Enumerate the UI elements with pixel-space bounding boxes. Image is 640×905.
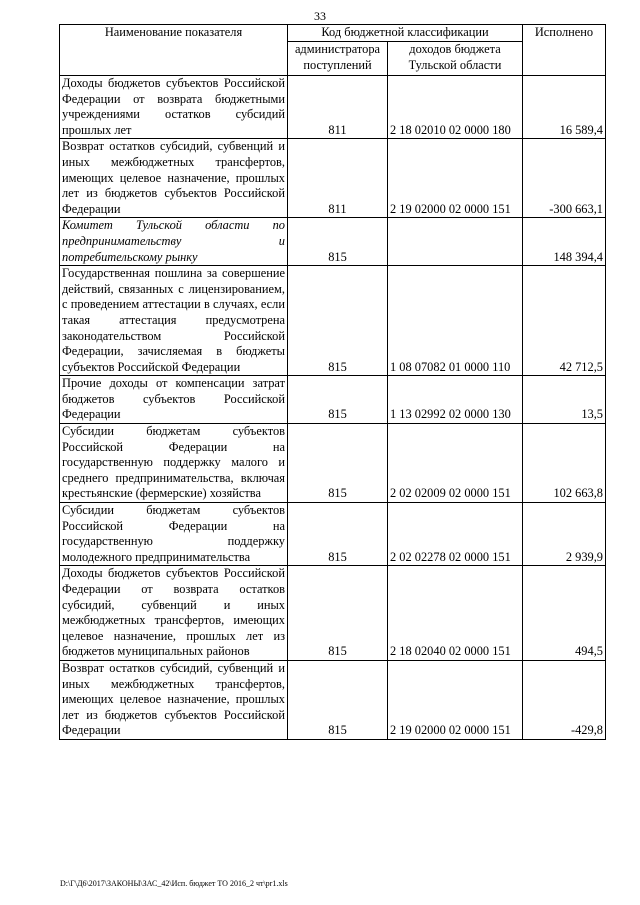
row-admin-code: 815 xyxy=(288,424,388,503)
header-admin: администратора поступлений xyxy=(288,42,388,76)
row-income-code xyxy=(388,218,523,266)
row-admin-code: 815 xyxy=(288,566,388,661)
row-executed: 2 939,9 xyxy=(523,503,606,566)
row-admin-code: 815 xyxy=(288,660,388,739)
row-executed: 102 663,8 xyxy=(523,424,606,503)
row-name: Субсидии бюджетам субъектов Российской Федерации на государственную поддержку малого и среднего предпринимательства, включая крестьянские (фермерские) хозяйства xyxy=(60,424,288,503)
row-executed: 42 712,5 xyxy=(523,266,606,376)
table-row xyxy=(60,266,606,376)
row-name: Доходы бюджетов субъектов Российской Федерации от возврата бюджетными учреждениями остатков субсидий прошлых лет xyxy=(60,76,288,139)
table-row xyxy=(60,139,606,218)
row-income-code: 1 13 02992 02 0000 130 xyxy=(388,376,523,424)
row-admin-code: 811 xyxy=(288,139,388,218)
budget-table xyxy=(59,24,606,740)
row-income-code: 2 02 02278 02 0000 151 xyxy=(388,503,523,566)
row-name: Возврат остатков субсидий, субвенций и иных межбюджетных трансфертов, имеющих целевое назначение, прошлых лет из бюджетов субъектов Российской Федерации xyxy=(60,660,288,739)
row-income-code: 2 19 02000 02 0000 151 xyxy=(388,660,523,739)
row-admin-code: 815 xyxy=(288,218,388,266)
table-row xyxy=(60,76,606,139)
header-name: Наименование показателя xyxy=(60,25,288,76)
row-income-code: 2 02 02009 02 0000 151 xyxy=(388,424,523,503)
row-income-code: 2 18 02010 02 0000 180 xyxy=(388,76,523,139)
row-executed: -429,8 xyxy=(523,660,606,739)
row-admin-code: 815 xyxy=(288,503,388,566)
table-row xyxy=(60,424,606,503)
row-admin-code: 811 xyxy=(288,76,388,139)
page-number: 33 xyxy=(314,9,326,23)
row-executed: 16 589,4 xyxy=(523,76,606,139)
row-name: Возврат остатков субсидий, субвенций и иных межбюджетных трансфертов, имеющих целевое назначение, прошлых лет из бюджетов субъектов Российской Федерации xyxy=(60,139,288,218)
table-row xyxy=(60,218,606,266)
row-name: Комитет Тульской области по предпринимательству и потребительскому рынку xyxy=(60,218,288,266)
header-income: доходов бюджета Тульской области xyxy=(388,42,523,76)
table-row xyxy=(60,503,606,566)
row-name: Доходы бюджетов субъектов Российской Федерации от возврата остатков субсидий, субвенций и иных межбюджетных трансфертов, имеющих целевое назначение, прошлых лет из бюджетов муниципальных районов xyxy=(60,566,288,661)
header-code-group: Код бюджетной классификации xyxy=(288,25,523,42)
table-body xyxy=(60,76,606,740)
row-income-code: 2 18 02040 02 0000 151 xyxy=(388,566,523,661)
table-row xyxy=(60,660,606,739)
row-admin-code: 815 xyxy=(288,376,388,424)
row-executed: 494,5 xyxy=(523,566,606,661)
row-executed: 13,5 xyxy=(523,376,606,424)
row-name: Государственная пошлина за совершение действий, связанных с лицензированием, с проведением аттестации в случаях, если такая аттестация предусмотрена законодательством Российской Федерации, зачисляемая в бюджеты субъектов Российской Федерации xyxy=(60,266,288,376)
row-executed: -300 663,1 xyxy=(523,139,606,218)
row-executed: 148 394,4 xyxy=(523,218,606,266)
table-header xyxy=(60,25,606,76)
row-income-code: 1 08 07082 01 0000 110 xyxy=(388,266,523,376)
row-income-code: 2 19 02000 02 0000 151 xyxy=(388,139,523,218)
file-path-footer: D:\Г\Д6\2017\ЗАКОНЫ\ЗАС_42\Исп. бюджет ТО 2016_2 чт\pr1.xls xyxy=(60,879,288,888)
header-exec: Исполнено xyxy=(523,25,606,76)
row-name: Субсидии бюджетам субъектов Российской Федерации на государственную поддержку молодежного предпринимательства xyxy=(60,503,288,566)
table-row xyxy=(60,566,606,661)
table-row xyxy=(60,376,606,424)
row-name: Прочие доходы от компенсации затрат бюджетов субъектов Российской Федерации xyxy=(60,376,288,424)
row-admin-code: 815 xyxy=(288,266,388,376)
